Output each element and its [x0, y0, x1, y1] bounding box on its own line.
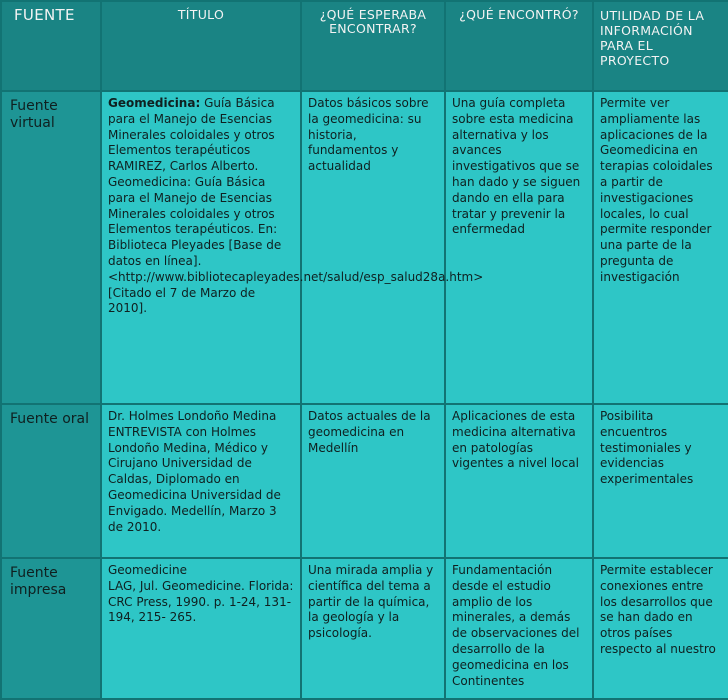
row-fuente: Fuente oral: [1, 404, 101, 558]
table-row: [1, 558, 728, 699]
header-titulo: TÍTULO: [101, 1, 301, 91]
row-esperaba: Datos básicos sobre la geomedicina: su historia, fundamentos y actualidad: [301, 91, 445, 404]
titulo-text: Guía Básica para el Manejo de Esencias Minerales coloidales y otros Elementos terapéuticos RAMIREZ, Carlos Alberto. Geomedicina: Guía Básica para el Manejo de Esencias Minerales coloidales y otros Elementos terapéuticos. En: Biblioteca Pleyades [Base de datos en línea]. <http://www.bibliotecapleyades.net/salud/esp_salud28a.htm> [Citado el 7 de Marzo de 2010].: [108, 96, 484, 316]
row-encontro: Una guía completa sobre esta medicina alternativa y los avances investigativos que se han dado y se siguen dando en ella para tratar y prevenir la enfermedad: [445, 91, 593, 404]
row-encontro: Aplicaciones de esta medicina alternativa en patologías vigentes a nivel local: [445, 404, 593, 558]
row-fuente: Fuente virtual: [1, 91, 101, 404]
row-utilidad: Posibilita encuentros testimoniales y evidencias experimentales: [593, 404, 728, 558]
header-utilidad: UTILIDAD DE LA INFORMACIÓN PARA EL PROYECTO: [593, 1, 728, 91]
titulo-bold: Geomedicina:: [108, 96, 201, 110]
row-encontro: Fundamentación desde el estudio amplio de los minerales, a demás de observaciones del desarrollo de la geomedicina en los Continentes: [445, 558, 593, 699]
table-row: [1, 91, 728, 404]
table-row: [1, 404, 728, 558]
row-utilidad: Permite ver ampliamente las aplicaciones de la Geomedicina en terapias coloidales a partir de investigaciones locales, lo cual permite responder una parte de la pregunta de investigación: [593, 91, 728, 404]
header-fuente: FUENTE: [1, 1, 101, 91]
header-esperaba: ¿QUÉ ESPERABA ENCONTRAR?: [301, 1, 445, 91]
row-titulo: Geomedicine LAG, Jul. Geomedicine. Florida: CRC Press, 1990. p. 1-24, 131-194, 215- 265.: [101, 558, 301, 699]
row-esperaba: Datos actuales de la geomedicina en Medellín: [301, 404, 445, 558]
header-encontro: ¿QUÉ ENCONTRÓ?: [445, 1, 593, 91]
row-esperaba: Una mirada amplia y científica del tema a partir de la química, la geología y la psicología.: [301, 558, 445, 699]
row-utilidad: Permite establecer conexiones entre los desarrollos que se han dado en otros países respecto al nuestro: [593, 558, 728, 699]
row-titulo: Dr. Holmes Londoño Medina ENTREVISTA con Holmes Londoño Medina, Médico y Cirujano Universidad de Caldas, Diplomado en Geomedicina Universidad de Envigado. Medellín, Marzo 3 de 2010.: [101, 404, 301, 558]
row-fuente: Fuente impresa: [1, 558, 101, 699]
header-row: [1, 1, 728, 91]
